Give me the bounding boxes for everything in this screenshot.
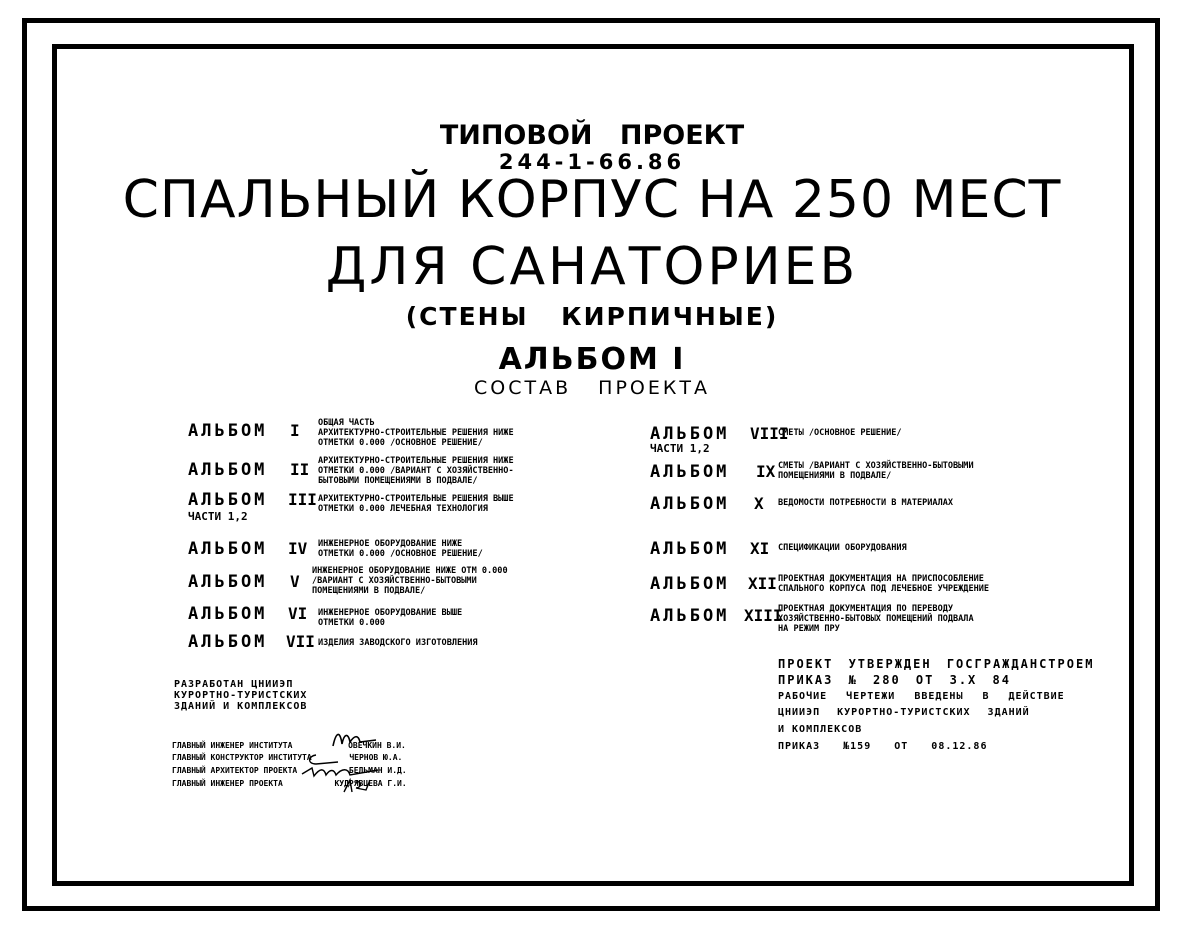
signatory-role: ГЛАВНЫЙ АРХИТЕКТОР ПРОЕКТА (172, 766, 298, 775)
approval-line: РАБОЧИЕ ЧЕРТЕЖИ ВВЕДЕНЫ В ДЕЙСТВИЕ (778, 691, 1065, 702)
signatory-name: ОВЕЧКИН В.И. (348, 741, 406, 750)
signatory-row (172, 753, 402, 762)
album-number: IV (288, 539, 308, 558)
album-label: АЛЬБОМ (650, 424, 730, 444)
approval-line: ПРОЕКТ УТВЕРЖДЕН ГОСГРАЖДАНСТРОЕМ (778, 657, 1095, 671)
approval-order: ПРИКАЗ № 280 ОТ 3.X 84 (778, 673, 1011, 687)
signatory-name: ЧЕРНОВ Ю.А. (349, 753, 403, 762)
album-label: АЛЬБОМ (188, 572, 268, 592)
signatory-role: ГЛАВНЫЙ ИНЖЕНЕР ИНСТИТУТА (172, 741, 293, 750)
album-number: XII (748, 574, 777, 593)
main-title-line2: ДЛЯ САНАТОРИЕВ (325, 237, 859, 297)
subtitle: (СТЕНЫ КИРПИЧНЫЕ) (405, 302, 779, 331)
album-number: X (754, 494, 764, 513)
project-number: 244-1-66.86 (498, 150, 686, 174)
signatory-role: ГЛАВНЫЙ КОНСТРУКТОР ИНСТИТУТА (172, 753, 312, 762)
approval-line: ЦНИИЭП КУРОРТНО-ТУРИСТСКИХ ЗДАНИЙ (778, 707, 1030, 718)
album-number: VIII (750, 424, 789, 443)
album-description: ВЕДОМОСТИ ПОТРЕБНОСТИ В МАТЕРИАЛАХ (778, 498, 954, 508)
developer-organization: РАЗРАБОТАН ЦНИИЭП КУРОРТНО-ТУРИСТСКИХ ЗДАНИЙ И КОМПЛЕКСОВ (174, 679, 308, 712)
album-label: АЛЬБОМ (650, 494, 730, 514)
album-label: АЛЬБОМ (650, 462, 730, 482)
typical-project-heading: ТИПОВОЙ ПРОЕКТ (439, 120, 745, 151)
album-parts: ЧАСТИ 1,2 (650, 442, 710, 455)
album-number: I (290, 421, 300, 440)
album-label: АЛЬБОМ (650, 574, 730, 594)
handwritten-signature-4 (340, 776, 376, 796)
album-number: IX (756, 462, 776, 481)
album-number: III (288, 490, 317, 509)
album-description: ИНЖЕНЕРНОЕ ОБОРУДОВАНИЕ НИЖЕ ОТМ 0.000 /ВАРИАНТ С ХОЗЯЙСТВЕННО-БЫТОВЫМИ ПОМЕЩЕНИЯМИ В ПОДВАЛЕ/ (312, 566, 508, 596)
album-label: АЛЬБОМ (188, 421, 268, 441)
signatory-name: БЕЛЬМАН И.Д. (348, 766, 407, 775)
album-label: АЛЬБОМ (188, 632, 268, 652)
approval-line: И КОМПЛЕКСОВ (778, 724, 863, 735)
album-label: АЛЬБОМ (188, 604, 268, 624)
album-number: VII (286, 632, 315, 651)
album-description: СМЕТЫ /ОСНОВНОЕ РЕШЕНИЕ/ (778, 428, 902, 438)
album-number: XIII (744, 606, 783, 625)
album-heading: АЛЬБОМ I (498, 342, 686, 377)
album-number: V (290, 572, 300, 591)
album-label: АЛЬБОМ (188, 539, 268, 559)
album-description: ОБЩАЯ ЧАСТЬ АРХИТЕКТУРНО-СТРОИТЕЛЬНЫЕ РЕШЕНИЯ НИЖЕ ОТМЕТКИ 0.000 /ОСНОВНОЕ РЕШЕНИЕ/ (318, 418, 514, 448)
album-description: СМЕТЫ /ВАРИАНТ С ХОЗЯЙСТВЕННО-БЫТОВЫМИ ПОМЕЩЕНИЯМИ В ПОДВАЛЕ/ (778, 461, 974, 481)
album-number: VI (288, 604, 308, 623)
album-description: СПЕЦИФИКАЦИИ ОБОРУДОВАНИЯ (778, 543, 907, 553)
album-number: XI (750, 539, 770, 558)
handwritten-signature-1 (330, 728, 380, 752)
album-description: ПРОЕКТНАЯ ДОКУМЕНТАЦИЯ ПО ПЕРЕВОДУ ХОЗЯЙСТВЕННО-БЫТОВЫХ ПОМЕЩЕНИЙ ПОДВАЛА НА РЕЖИМ ПРУ (778, 604, 974, 634)
album-description: АРХИТЕКТУРНО-СТРОИТЕЛЬНЫЕ РЕШЕНИЯ НИЖЕ ОТМЕТКИ 0.000 /ВАРИАНТ С ХОЗЯЙСТВЕННО- БЫТОВЫМИ ПОМЕЩЕНИЯМИ В ПОДВАЛЕ/ (318, 456, 514, 486)
album-description: ИЗДЕЛИЯ ЗАВОДСКОГО ИЗГОТОВЛЕНИЯ (318, 638, 478, 648)
composition-heading: СОСТАВ ПРОЕКТА (474, 377, 710, 399)
main-title-line1: СПАЛЬНЫЙ КОРПУС НА 250 МЕСТ (122, 170, 1062, 230)
album-parts: ЧАСТИ 1,2 (188, 510, 248, 523)
album-label: АЛЬБОМ (650, 606, 730, 626)
album-description: ИНЖЕНЕРНОЕ ОБОРУДОВАНИЕ НИЖЕ ОТМЕТКИ 0.000 /ОСНОВНОЕ РЕШЕНИЕ/ (318, 539, 483, 559)
album-description: ИНЖЕНЕРНОЕ ОБОРУДОВАНИЕ ВЫШЕ ОТМЕТКИ 0.000 (318, 608, 463, 628)
album-number: II (290, 460, 310, 479)
album-label: АЛЬБОМ (188, 460, 268, 480)
album-description: ПРОЕКТНАЯ ДОКУМЕНТАЦИЯ НА ПРИСПОСОБЛЕНИЕ СПАЛЬНОГО КОРПУСА ПОД ЛЕЧЕБНОЕ УЧРЕЖДЕНИЕ (778, 574, 990, 594)
approval-order: ПРИКАЗ №159 ОТ 08.12.86 (778, 741, 988, 752)
signatory-role: ГЛАВНЫЙ ИНЖЕНЕР ПРОЕКТА (172, 779, 283, 788)
signatory-name: КУДРЯВЦЕВА Г.И. (334, 779, 407, 788)
album-description: АРХИТЕКТУРНО-СТРОИТЕЛЬНЫЕ РЕШЕНИЯ ВЫШЕ ОТМЕТКИ 0.000 ЛЕЧЕБНАЯ ТЕХНОЛОГИЯ (318, 494, 514, 514)
album-label: АЛЬБОМ (650, 539, 730, 559)
album-label: АЛЬБОМ (188, 490, 268, 510)
